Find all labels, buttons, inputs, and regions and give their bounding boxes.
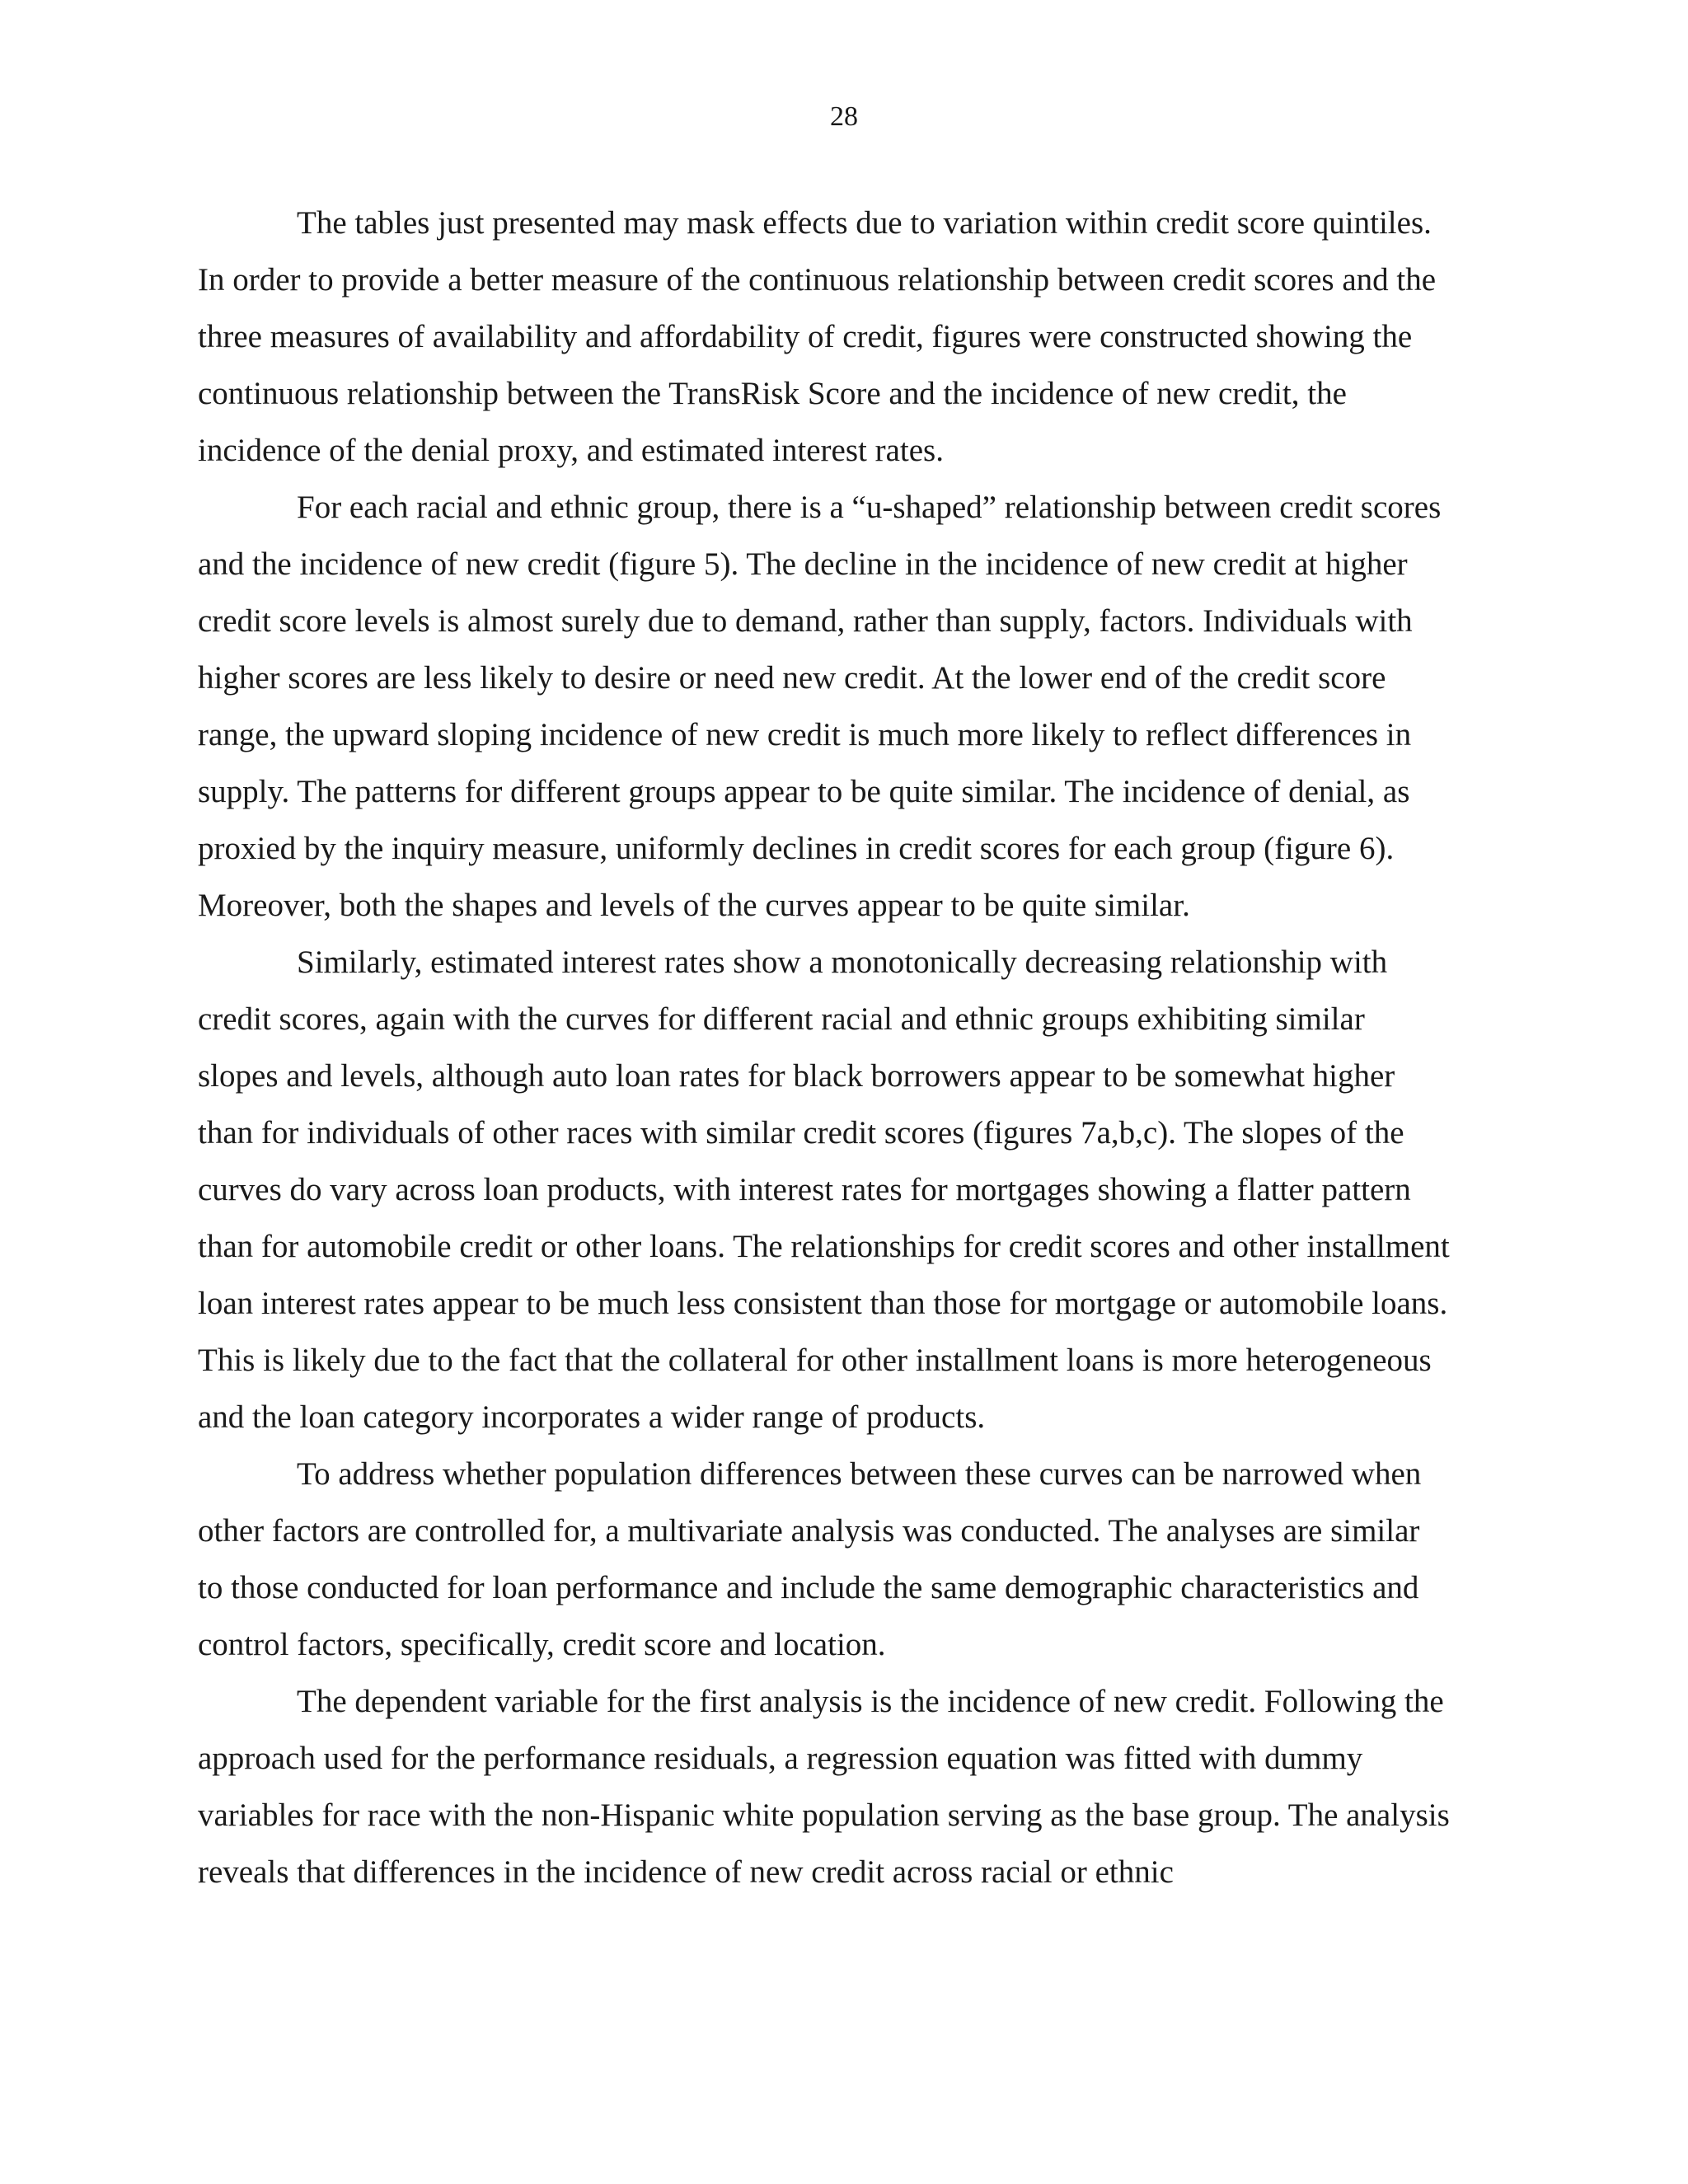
paragraph-1: The tables just presented may mask effects due to variation within credit score quintiles. In order to provide a better measure of the continuous relationship between credit scores and the three measures of availability and affordability of credit, figures were constructed showing the continuous relationship between the TransRisk Score and the incidence of new credit, the incidence of the denial proxy, and estimated interest rates. xyxy=(198,205,1437,468)
paragraph-3: Similarly, estimated interest rates show a monotonically decreasing relationship with credit scores, again with the curves for different racial and ethnic groups exhibiting similar slopes and levels, although auto loan rates for black borrowers appear to be somewhat higher than for individuals of other races with similar credit scores (figures 7a,b,c). The slopes of the curves do vary across loan products, with interest rates for mortgages showing a flatter pattern than for automobile credit or other loans. The relationships for credit scores and other installment loan interest rates appear to be much less consistent than those for mortgage or automobile loans. This is likely due to the fact that the collateral for other installment loans is more heterogeneous and the loan category incorporates a wider range of products. xyxy=(198,944,1450,1435)
paragraph-2: For each racial and ethnic group, there is a “u-shaped” relationship between credit scores and the incidence of new credit (figure 5). The decline in the incidence of new credit at higher credit score levels is almost surely due to demand, rather than supply, factors. Individuals with higher scores are less likely to desire or need new credit. At the lower end of the credit score range, the upward sloping incidence of new credit is much more likely to reflect differences in supply. The patterns for different groups appear to be quite similar. The incidence of denial, as proxied by the inquiry measure, uniformly declines in credit scores for each group (figure 6). Moreover, both the shapes and levels of the curves appear to be quite similar. xyxy=(198,490,1442,923)
paragraph-4: To address whether population differences between these curves can be narrowed when other factors are controlled for, a multivariate analysis was conducted. The analyses are similar to those conducted for loan performance and include the same demographic characteristics and control factors, specifically, credit score and location. xyxy=(198,1456,1422,1662)
page-number: 28 xyxy=(830,101,858,132)
body-text xyxy=(198,194,1451,1900)
paragraph-5: The dependent variable for the first analysis is the incidence of new credit. Following the approach used for the performance residuals, a regression equation was fitted with dummy variables for race with the non-Hispanic white population serving as the base group. The analysis reveals that differences in the incidence of new credit across racial or ethnic xyxy=(198,1684,1450,1890)
